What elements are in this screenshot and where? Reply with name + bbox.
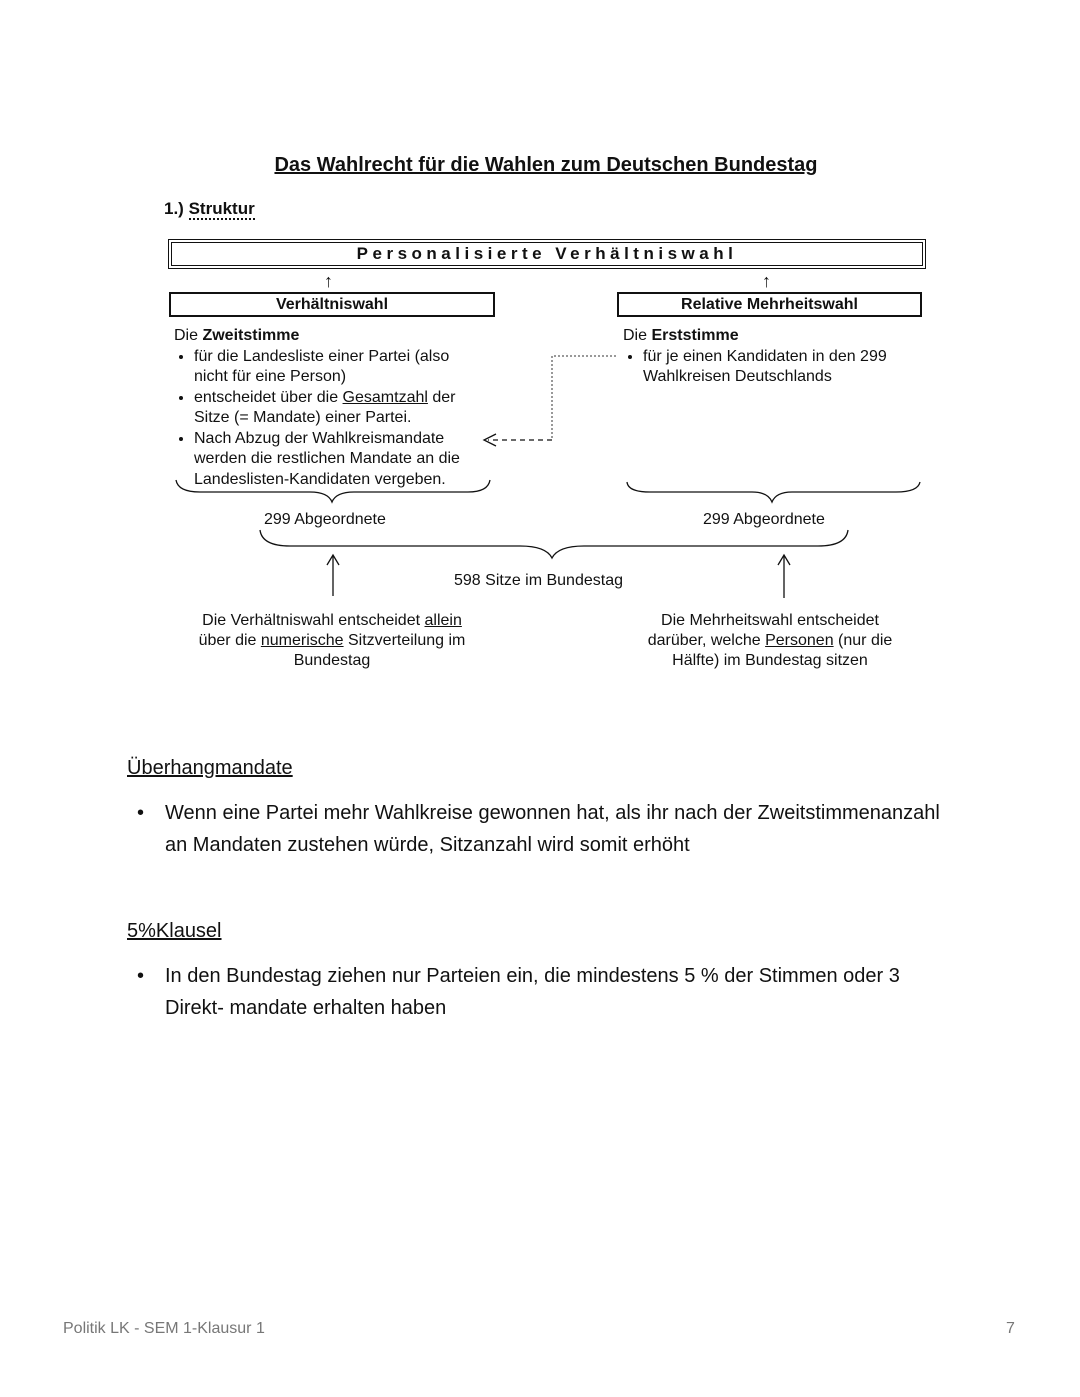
left-count: 299 Abgeordnete	[264, 511, 386, 528]
list-item: • Nach Abzug der Wahlkreismandate werden die restlichen Mandate an die Landeslisten-Kandidaten vergeben.	[194, 429, 489, 491]
text: (nur die	[833, 632, 893, 649]
ueberhang-heading: Überhangmandate	[127, 757, 293, 779]
brace-right-icon	[627, 482, 920, 502]
box-mehrheitswahl-label: Relative Mehrheitswahl	[681, 296, 858, 313]
klausel-text: In den Bundestag ziehen nur Parteien ein, die mindestens 5 % der Stimmen oder 3 Direkt- mandate erhalten haben	[165, 965, 900, 1019]
klausel-list	[127, 960, 957, 1024]
top-box-label: Personalisierte Verhältniswahl	[356, 244, 738, 263]
text: der Sitze (= Mandate) einer Partei.	[194, 388, 456, 426]
total-seats: 598 Sitze im Bundestag	[454, 572, 623, 589]
left-note-line3: Bundestag	[293, 652, 371, 669]
section-number: 1.)	[164, 199, 184, 218]
klausel-heading: 5%Klausel	[127, 920, 222, 942]
list-item	[127, 960, 957, 1024]
arrow-up-left-icon: ↑	[324, 271, 333, 291]
right-count: 299 Abgeordnete	[703, 511, 825, 528]
list-item: • für die Landesliste einer Partei (also nicht für eine Person)	[194, 347, 484, 388]
footer-course: Politik LK - SEM 1-Klausur 1	[63, 1320, 265, 1337]
diagram-connectors	[0, 0, 1080, 620]
page-number: 7	[1006, 1320, 1015, 1337]
page-title: Das Wahlrecht für die Wahlen zum Deutschen Bundestag	[274, 154, 818, 176]
lead-prefix: Die	[174, 327, 203, 344]
left-note	[172, 611, 492, 671]
text: über die	[198, 632, 261, 649]
text: entscheidet über die	[194, 388, 343, 406]
right-note-line3: Hälfte) im Bundestag sitzen	[672, 652, 868, 669]
dotted-connector-line	[552, 356, 616, 440]
ueberhang-text: Wenn eine Partei mehr Wahlkreise gewonnen hat, als ihr nach der Zweitstimmenanzahl an Mandaten zustehen würde, Sitzanzahl wird somit erhöht	[165, 802, 940, 856]
ueberhang-list	[127, 797, 947, 861]
gesamtzahl-underlined: Gesamtzahl	[342, 388, 428, 406]
right-note-line1: Die Mehrheitswahl entscheidet	[661, 612, 879, 629]
right-note	[620, 611, 920, 671]
bullet-icon: •	[137, 965, 145, 987]
left-note-line2	[172, 631, 492, 651]
erststimme-label: Erststimme	[651, 327, 739, 344]
list-item	[127, 797, 947, 861]
left-note-line1	[172, 611, 492, 631]
bullet-icon: •	[137, 802, 145, 824]
lead-prefix: Die	[623, 327, 652, 344]
personen-underlined: Personen	[765, 632, 834, 649]
numerische-underlined: numerische	[260, 632, 344, 649]
allein-underlined: allein	[424, 612, 462, 629]
box-verhaeltniswahl-label: Verhältniswahl	[275, 296, 389, 313]
list-item: • für je einen Kandidaten in den 299 Wahlkreisen Deutschlands	[643, 347, 913, 388]
brace-bottom-icon	[260, 530, 848, 558]
zweitstimme-label: Zweitstimme	[202, 327, 300, 344]
brace-left-icon	[176, 480, 490, 502]
text: Sitzverteilung im	[343, 632, 466, 649]
section-name: Struktur	[188, 199, 255, 218]
text: darüber, welche	[647, 632, 766, 649]
text: Die Verhältniswahl entscheidet	[202, 612, 425, 629]
right-note-line2	[620, 631, 920, 651]
arrow-up-right-icon: ↑	[762, 271, 771, 291]
